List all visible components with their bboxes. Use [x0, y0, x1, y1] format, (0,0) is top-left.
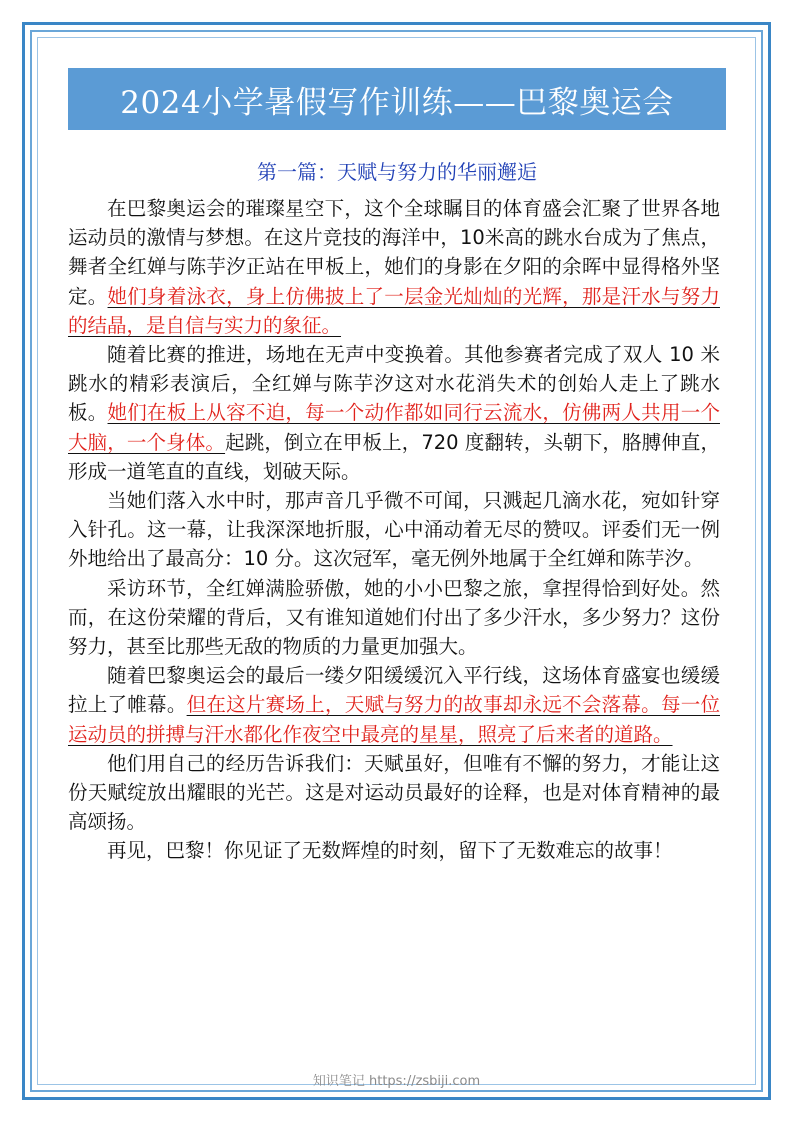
paragraph-text: 随着巴黎奥运会的最后一缕夕阳缓缓沉入平行线，这场体育盛宴也缓缓拉上了帷幕。 — [68, 664, 720, 717]
paragraph-text: 随着比赛的推进，场地在无声中变换着。其他参赛者完成了双人 10 米跳水的精彩表演后，全红婵与陈芋汐这对水花消失术的创始人走上了跳水板。 — [68, 343, 720, 425]
paragraph — [68, 836, 720, 865]
paragraph-text-tail: 起跳，倒立在甲板上，720 度翻转，头朝下，胳膊伸直，形成一道笔直的直线，划破天际。 — [68, 430, 720, 483]
highlighted-sentence: 她们身着泳衣，身上仿佛披上了一层金光灿灿的光辉，那是汗水与努力的结晶，是自信与实力的象征。 — [68, 284, 720, 337]
paragraph — [68, 574, 720, 662]
paragraph — [68, 486, 720, 574]
paragraph — [68, 340, 720, 486]
article-body — [68, 194, 720, 866]
highlighted-sentence: 但在这片赛场上，天赋与努力的故事却永远不会落幕。每一位运动员的拼搏与汗水都化作夜空中最亮的星星，照亮了后来者的道路。 — [68, 693, 720, 746]
paragraph-text: 在巴黎奥运会的璀璨星空下，这个全球瞩目的体育盛会汇聚了世界各地运动员的激情与梦想。在这片竞技的海洋中，10米高的跳水台成为了焦点，舞者全红婵与陈芋汐正站在甲板上，她们的身影在夕阳的余晖中显得格外坚定。 — [68, 197, 720, 308]
footer-watermark: 知识笔记 https://zsbiji.com — [312, 1074, 481, 1089]
paragraph — [68, 749, 720, 837]
paragraph-text: 他们用自己的经历告诉我们：天赋虽好，但唯有不懈的努力，才能让这份天赋绽放出耀眼的光芒。这是对运动员最好的诠释，也是对体育精神的最高颂扬。 — [68, 751, 720, 834]
paragraph — [68, 194, 720, 340]
paragraph-text: 再见，巴黎！你见证了无数辉煌的时刻，留下了无数难忘的故事！ — [107, 839, 673, 863]
paragraph — [68, 661, 720, 749]
paragraph-text: 当她们落入水中时，那声音几乎微不可闻，只溅起几滴水花，宛如针穿入针孔。这一幕，让我深深地折服，心中涌动着无尽的赞叹。评委们无一例外地给出了最高分：10 分。这次冠军，毫无例外地属于全红婵和陈芋汐。 — [68, 489, 720, 571]
page-title: 2024小学暑假写作训练——巴黎奥运会 — [68, 68, 726, 130]
paragraph-text: 采访环节，全红婵满脸骄傲，她的小小巴黎之旅，拿捏得恰到好处。然而，在这份荣耀的背后，又有谁知道她们付出了多少汗水，多少努力？这份努力，甚至比那些无敌的物质的力量更加强大。 — [68, 576, 720, 659]
highlighted-sentence: 她们在板上从容不迫，每一个动作都如同行云流水，仿佛两人共用一个大脑，一个身体。 — [68, 401, 720, 454]
article-subtitle: 第一篇：天赋与努力的华丽邂逅 — [257, 160, 537, 184]
